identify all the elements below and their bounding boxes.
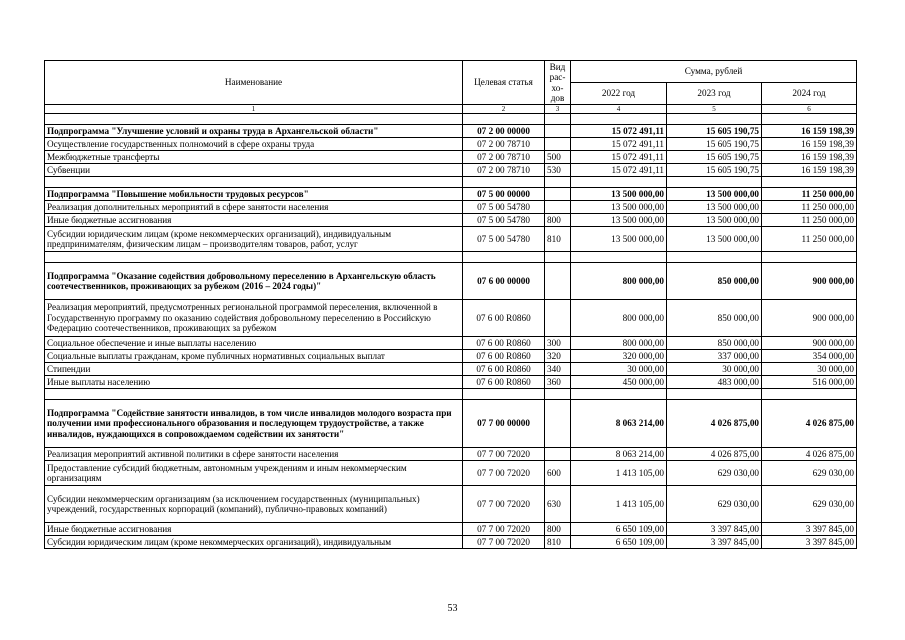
row-target-code: 07 7 00 72020	[463, 523, 545, 536]
header-year-2022: 2022 год	[571, 83, 667, 105]
row-name: Субвенции	[45, 164, 463, 177]
row-amount-2023: 850 000,00	[667, 300, 762, 337]
row-amount-2024: 16 159 198,39	[762, 151, 857, 164]
row-amount-2023: 3 397 845,00	[667, 536, 762, 549]
empty-cell	[463, 114, 545, 125]
row-amount-2024: 11 250 000,00	[762, 188, 857, 201]
empty-cell	[571, 389, 667, 400]
row-amount-2023: 13 500 000,00	[667, 227, 762, 252]
row-amount-2024: 4 026 875,00	[762, 448, 857, 461]
row-amount-2022: 8 063 214,00	[571, 400, 667, 448]
row-target-code: 07 6 00 R0860	[463, 337, 545, 350]
column-number: 2	[463, 105, 545, 114]
empty-cell	[545, 252, 571, 263]
row-expense-type: 800	[545, 214, 571, 227]
row-target-code: 07 6 00 R0860	[463, 376, 545, 389]
row-amount-2022: 1 413 105,00	[571, 461, 667, 486]
subprogram-row	[45, 188, 857, 201]
table-row	[45, 201, 857, 214]
table-row	[45, 536, 857, 549]
row-amount-2022: 15 072 491,11	[571, 164, 667, 177]
header-name: Наименование	[45, 61, 463, 105]
row-amount-2023: 850 000,00	[667, 337, 762, 350]
row-name: Субсидии юридическим лицам (кроме некоммерческих организаций), индивидуальным	[45, 536, 463, 549]
row-amount-2023: 629 030,00	[667, 461, 762, 486]
empty-cell	[545, 389, 571, 400]
empty-cell	[45, 114, 463, 125]
header-sum: Сумма, рублей	[571, 61, 857, 83]
table-row	[45, 227, 857, 252]
row-name: Иные выплаты населению	[45, 376, 463, 389]
row-expense-type: 530	[545, 164, 571, 177]
row-amount-2024: 11 250 000,00	[762, 227, 857, 252]
empty-cell	[762, 114, 857, 125]
column-number: 5	[667, 105, 762, 114]
table-row	[45, 214, 857, 227]
column-number-row	[45, 105, 857, 114]
empty-cell	[463, 389, 545, 400]
table-row	[45, 448, 857, 461]
row-amount-2023: 4 026 875,00	[667, 448, 762, 461]
row-target-code: 07 6 00 R0860	[463, 363, 545, 376]
spacer-row	[45, 114, 857, 125]
row-name: Подпрограмма "Улучшение условий и охраны труда в Архангельской области"	[45, 125, 463, 138]
row-expense-type: 810	[545, 227, 571, 252]
row-amount-2022: 1 413 105,00	[571, 486, 667, 523]
row-name: Подпрограмма "Оказание содействия добровольному переселению в Архангельскую область соотечественников, проживающих за рубежом (2016 – 2024 годы)"	[45, 263, 463, 300]
row-expense-type: 360	[545, 376, 571, 389]
row-amount-2023: 15 605 190,75	[667, 125, 762, 138]
row-amount-2024: 900 000,00	[762, 300, 857, 337]
row-amount-2022: 30 000,00	[571, 363, 667, 376]
row-amount-2023: 629 030,00	[667, 486, 762, 523]
row-expense-type: 800	[545, 523, 571, 536]
column-number: 6	[762, 105, 857, 114]
row-amount-2023: 15 605 190,75	[667, 164, 762, 177]
page-number: 53	[447, 603, 458, 614]
row-amount-2022: 800 000,00	[571, 300, 667, 337]
row-amount-2023: 4 026 875,00	[667, 400, 762, 448]
row-expense-type: 500	[545, 151, 571, 164]
row-name: Подпрограмма "Повышение мобильности трудовых ресурсов"	[45, 188, 463, 201]
row-name: Социальные выплаты гражданам, кроме публичных нормативных социальных выплат	[45, 350, 463, 363]
row-amount-2024: 516 000,00	[762, 376, 857, 389]
table-row	[45, 337, 857, 350]
table-row	[45, 461, 857, 486]
row-amount-2024: 354 000,00	[762, 350, 857, 363]
row-target-code: 07 2 00 78710	[463, 151, 545, 164]
row-amount-2024: 629 030,00	[762, 486, 857, 523]
row-name: Реализация мероприятий, предусмотренных региональной программой переселения, включенной в Государственную программу по оказанию содействия добровольному переселению в Российскую Федерацию соотечественников, проживающих за рубежом	[45, 300, 463, 337]
empty-cell	[45, 177, 463, 188]
spacer-row	[45, 389, 857, 400]
row-amount-2023: 13 500 000,00	[667, 201, 762, 214]
row-expense-type	[545, 400, 571, 448]
row-expense-type: 630	[545, 486, 571, 523]
empty-cell	[463, 177, 545, 188]
row-expense-type	[545, 263, 571, 300]
column-number: 3	[545, 105, 571, 114]
row-amount-2023: 483 000,00	[667, 376, 762, 389]
table-row	[45, 138, 857, 151]
row-amount-2023: 3 397 845,00	[667, 523, 762, 536]
row-amount-2023: 15 605 190,75	[667, 138, 762, 151]
empty-cell	[667, 177, 762, 188]
empty-cell	[762, 252, 857, 263]
row-amount-2024: 4 026 875,00	[762, 400, 857, 448]
row-name: Реализация мероприятий активной политики в сфере занятости населения	[45, 448, 463, 461]
row-amount-2023: 13 500 000,00	[667, 188, 762, 201]
row-amount-2022: 13 500 000,00	[571, 188, 667, 201]
row-name: Субсидии юридическим лицам (кроме некоммерческих организаций), индивидуальным предпринимателям, физическим лицам – производителям товаров, работ, услуг	[45, 227, 463, 252]
table-row	[45, 300, 857, 337]
row-target-code: 07 5 00 00000	[463, 188, 545, 201]
row-expense-type: 810	[545, 536, 571, 549]
row-name: Предоставление субсидий бюджетным, автономным учреждениям и иным некоммерческим организациям	[45, 461, 463, 486]
row-amount-2024: 16 159 198,39	[762, 138, 857, 151]
table-row	[45, 486, 857, 523]
column-number: 4	[571, 105, 667, 114]
row-target-code: 07 7 00 72020	[463, 486, 545, 523]
row-amount-2024: 30 000,00	[762, 363, 857, 376]
row-amount-2024: 16 159 198,39	[762, 125, 857, 138]
row-name: Субсидии некоммерческим организациям (за исключением государственных (муниципальных) учреждений, государственных корпораций (компаний), публично-правовых компаний)	[45, 486, 463, 523]
row-target-code: 07 7 00 00000	[463, 400, 545, 448]
subprogram-row	[45, 263, 857, 300]
row-amount-2023: 13 500 000,00	[667, 214, 762, 227]
row-target-code: 07 7 00 72020	[463, 461, 545, 486]
spacer-row	[45, 177, 857, 188]
row-amount-2022: 800 000,00	[571, 263, 667, 300]
header-target: Целевая статья	[463, 61, 545, 105]
empty-cell	[463, 252, 545, 263]
row-name: Стипендии	[45, 363, 463, 376]
subprogram-row	[45, 125, 857, 138]
table-row	[45, 376, 857, 389]
empty-cell	[545, 114, 571, 125]
row-amount-2023: 850 000,00	[667, 263, 762, 300]
empty-cell	[667, 114, 762, 125]
row-target-code: 07 6 00 R0860	[463, 300, 545, 337]
row-expense-type	[545, 125, 571, 138]
row-amount-2022: 15 072 491,11	[571, 125, 667, 138]
row-target-code: 07 2 00 78710	[463, 164, 545, 177]
row-amount-2022: 6 650 109,00	[571, 536, 667, 549]
row-expense-type	[545, 300, 571, 337]
row-name: Иные бюджетные ассигнования	[45, 523, 463, 536]
empty-cell	[545, 177, 571, 188]
row-amount-2022: 15 072 491,11	[571, 151, 667, 164]
row-amount-2022: 800 000,00	[571, 337, 667, 350]
row-expense-type	[545, 188, 571, 201]
header-year-2024: 2024 год	[762, 83, 857, 105]
row-target-code: 07 2 00 78710	[463, 138, 545, 151]
row-target-code: 07 5 00 54780	[463, 201, 545, 214]
empty-cell	[45, 252, 463, 263]
row-amount-2022: 8 063 214,00	[571, 448, 667, 461]
row-expense-type: 340	[545, 363, 571, 376]
row-expense-type	[545, 448, 571, 461]
table-row	[45, 523, 857, 536]
header-vid: Вид рас-хо-дов	[545, 61, 571, 105]
empty-cell	[667, 252, 762, 263]
row-amount-2024: 900 000,00	[762, 263, 857, 300]
row-amount-2022: 6 650 109,00	[571, 523, 667, 536]
row-amount-2024: 11 250 000,00	[762, 201, 857, 214]
empty-cell	[45, 389, 463, 400]
empty-cell	[762, 389, 857, 400]
empty-cell	[667, 389, 762, 400]
header-year-2023: 2023 год	[667, 83, 762, 105]
table-row	[45, 350, 857, 363]
row-amount-2022: 15 072 491,11	[571, 138, 667, 151]
row-name: Реализация дополнительных мероприятий в сфере занятости населения	[45, 201, 463, 214]
row-amount-2024: 16 159 198,39	[762, 164, 857, 177]
row-expense-type	[545, 138, 571, 151]
spacer-row	[45, 252, 857, 263]
row-amount-2022: 13 500 000,00	[571, 214, 667, 227]
row-amount-2022: 13 500 000,00	[571, 201, 667, 214]
row-amount-2022: 13 500 000,00	[571, 227, 667, 252]
empty-cell	[571, 177, 667, 188]
row-target-code: 07 6 00 R0860	[463, 350, 545, 363]
row-expense-type: 320	[545, 350, 571, 363]
row-target-code: 07 5 00 54780	[463, 214, 545, 227]
subprogram-row	[45, 400, 857, 448]
row-amount-2024: 629 030,00	[762, 461, 857, 486]
row-expense-type	[545, 201, 571, 214]
empty-cell	[571, 114, 667, 125]
row-target-code: 07 5 00 54780	[463, 227, 545, 252]
row-target-code: 07 7 00 72020	[463, 448, 545, 461]
row-amount-2022: 320 000,00	[571, 350, 667, 363]
table-row	[45, 164, 857, 177]
table-body	[45, 114, 857, 549]
row-name: Социальное обеспечение и иные выплаты населению	[45, 337, 463, 350]
row-target-code: 07 2 00 00000	[463, 125, 545, 138]
row-amount-2023: 337 000,00	[667, 350, 762, 363]
row-name: Межбюджетные трансферты	[45, 151, 463, 164]
row-name: Иные бюджетные ассигнования	[45, 214, 463, 227]
empty-cell	[762, 177, 857, 188]
row-target-code: 07 6 00 00000	[463, 263, 545, 300]
row-name: Осуществление государственных полномочий в сфере охраны труда	[45, 138, 463, 151]
row-amount-2022: 450 000,00	[571, 376, 667, 389]
row-amount-2024: 3 397 845,00	[762, 536, 857, 549]
row-expense-type: 300	[545, 337, 571, 350]
column-number: 1	[45, 105, 463, 114]
table-row	[45, 363, 857, 376]
row-amount-2024: 11 250 000,00	[762, 214, 857, 227]
row-amount-2024: 3 397 845,00	[762, 523, 857, 536]
empty-cell	[571, 252, 667, 263]
row-amount-2024: 900 000,00	[762, 337, 857, 350]
row-amount-2023: 15 605 190,75	[667, 151, 762, 164]
row-target-code: 07 7 00 72020	[463, 536, 545, 549]
row-name: Подпрограмма "Содействие занятости инвалидов, в том числе инвалидов молодого возраста при получении ими профессионального образования и последующем трудоустройстве, а также инвалидов, нуждающихся в сопровождаемом содействии их занятости"	[45, 400, 463, 448]
row-expense-type: 600	[545, 461, 571, 486]
row-amount-2023: 30 000,00	[667, 363, 762, 376]
budget-table	[44, 60, 857, 549]
table-row	[45, 151, 857, 164]
